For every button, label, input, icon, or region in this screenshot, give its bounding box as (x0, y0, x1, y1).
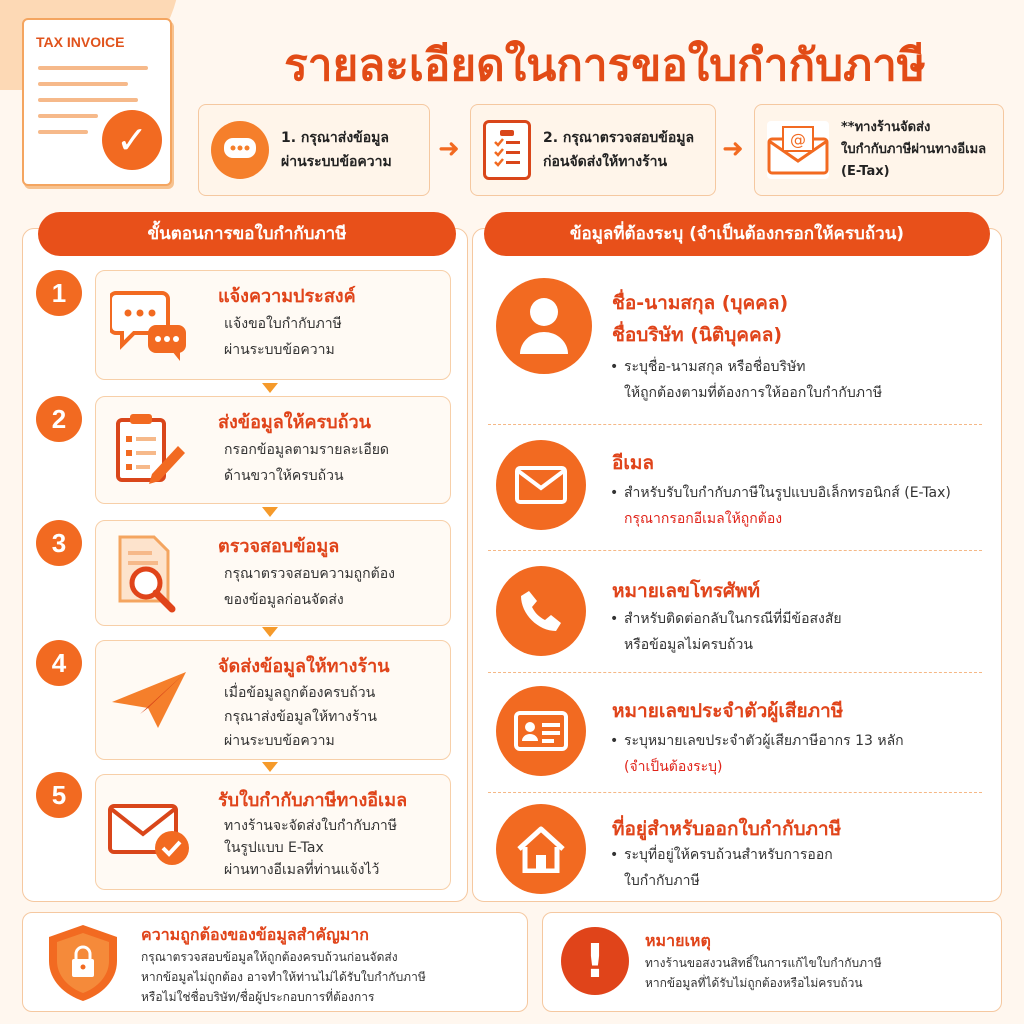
phone-icon (496, 566, 586, 656)
flow-step-2 (470, 104, 716, 196)
divider (488, 550, 982, 551)
accuracy-note-title: ความถูกต้องของข้อมูลสำคัญมาก (141, 925, 369, 944)
step-card-4 (95, 640, 451, 760)
info-phone (488, 560, 988, 670)
remark-title: หมายเหตุ (645, 931, 711, 950)
step-4-desc: เมื่อข้อมูลถูกต้องครบถ้วน กรุณาส่งข้อมูลให้ทางร้าน ผ่านระบบข้อความ (224, 685, 377, 749)
step-5-title: รับใบกำกับภาษีทางอีเมล (218, 790, 408, 811)
divider (488, 672, 982, 673)
chat-bubbles-icon (108, 283, 192, 367)
divider (488, 424, 982, 425)
info-tax-id-desc: • ระบุหมายเลขประจำตัวผู้เสียภาษีอากร 13 หลัก (จำเป็นต้องระบุ) (610, 733, 904, 775)
step-card-2 (95, 396, 451, 504)
checkmark-icon: ✓ (102, 110, 162, 170)
flow-step-2-text: 2. กรุณาตรวจสอบข้อมูล ก่อนจัดส่งให้ทางร้าน (543, 130, 695, 170)
remark-text: ทางร้านขอสงวนสิทธิ์ในการแก้ไขใบกำกับภาษี หากข้อมูลที่ได้รับไม่ถูกต้องหรือไม่ครบถ้วน (645, 956, 882, 990)
arrow-down-icon (262, 383, 278, 393)
flow-step-3 (754, 104, 1004, 196)
house-icon (496, 804, 586, 894)
step-number-2: 2 (36, 396, 82, 442)
tax-invoice-icon (22, 18, 172, 186)
step-number-1: 1 (36, 270, 82, 316)
info-name-title: ชื่อ-นามสกุล (บุคคล) (612, 292, 789, 314)
document-magnifier-icon (108, 531, 192, 615)
clipboard-pencil-icon (108, 408, 192, 492)
step-5-desc: ทางร้านจะจัดส่งใบกำกับภาษี ในรูปแบบ E-Tax ผ่านทางอีเมลที่ท่านแจ้งไว้ (224, 818, 398, 878)
info-address (488, 800, 988, 900)
envelope-icon (496, 440, 586, 530)
step-2-desc: กรอกข้อมูลตามรายละเอียด ด้านขวาให้ครบถ้วน (224, 442, 390, 484)
info-address-desc: • ระบุที่อยู่ให้ครบถ้วนสำหรับการออก ใบกำกับภาษี (610, 847, 833, 889)
info-email-desc: • สำหรับรับใบกำกับภาษีในรูปแบบอิเล็กทรอนิกส์ (E-Tax) กรุณากรอกอีเมลให้ถูกต้อง (610, 485, 951, 527)
step-3-desc: กรุณาตรวจสอบความถูกต้อง ของข้อมูลก่อนจัดส่ง (224, 566, 395, 608)
info-name (488, 270, 988, 420)
remark-note (542, 912, 1002, 1012)
info-phone-title: หมายเลขโทรศัพท์ (612, 580, 761, 602)
info-tax-id-title: หมายเลขประจำตัวผู้เสียภาษี (612, 700, 844, 722)
step-number-5: 5 (36, 772, 82, 818)
step-number-4: 4 (36, 640, 82, 686)
person-icon (496, 278, 592, 374)
arrow-right-icon: ➜ (722, 134, 744, 164)
info-panel-heading: ข้อมูลที่ต้องระบุ (จำเป็นต้องกรอกให้ครบถ้วน) (484, 212, 990, 256)
email-icon (767, 121, 829, 179)
step-card-5 (95, 774, 451, 890)
flow-step-1-text: 1. กรุณาส่งข้อมูล ผ่านระบบข้อความ (281, 130, 392, 170)
shield-lock-icon (45, 923, 121, 1007)
arrow-right-icon: ➜ (438, 134, 460, 164)
step-number-3: 3 (36, 520, 82, 566)
info-name-desc: • ระบุชื่อ-นามสกุล หรือชื่อบริษัท ให้ถูกต้องตามที่ต้องการให้ออกใบกำกับภาษี (610, 359, 883, 401)
step-1-title: แจ้งความประสงค์ (218, 286, 356, 307)
envelope-check-icon (108, 790, 192, 874)
chat-icon (211, 121, 269, 179)
clipboard-icon (483, 120, 531, 180)
id-card-icon (496, 686, 586, 776)
step-4-title: จัดส่งข้อมูลให้ทางร้าน (218, 656, 390, 677)
paper-plane-icon (108, 658, 192, 742)
arrow-down-icon (262, 627, 278, 637)
invoice-label: TAX INVOICE (36, 34, 125, 50)
flow-step-3-text: **ทางร้านจัดส่ง ใบกำกับภาษีผ่านทางอีเมล (E-Tax) (841, 120, 987, 179)
page-title: รายละเอียดในการขอใบกำกับภาษี (284, 40, 926, 91)
info-email-title: อีเมล (612, 452, 655, 474)
step-3-title: ตรวจสอบข้อมูล (218, 536, 340, 557)
step-card-3 (95, 520, 451, 626)
step-1-desc: แจ้งขอใบกำกับภาษี ผ่านระบบข้อความ (224, 316, 342, 358)
accuracy-note (22, 912, 528, 1012)
arrow-down-icon (262, 507, 278, 517)
accuracy-note-text: กรุณาตรวจสอบข้อมูลให้ถูกต้องครบถ้วนก่อนจัดส่ง หากข้อมูลไม่ถูกต้อง อาจทำให้ท่านไม่ได้รับใบกำกับภาษี หรือไม่ใช่ชื่อบริษัท/ชื่อผู้ประกอบการที่ต้องการ (141, 950, 426, 1004)
exclamation-icon: ! (561, 927, 629, 995)
info-email (488, 434, 988, 544)
svg-text:@: @ (790, 130, 806, 149)
flow-step-1 (198, 104, 430, 196)
info-company-title: ชื่อบริษัท (นิติบุคคล) (612, 324, 783, 346)
step-card-1 (95, 270, 451, 380)
info-tax-id (488, 682, 988, 792)
divider (488, 792, 982, 793)
arrow-down-icon (262, 762, 278, 772)
info-phone-desc: • สำหรับติดต่อกลับในกรณีที่มีข้อสงสัย หรือข้อมูลไม่ครบถ้วน (610, 611, 842, 653)
info-address-title: ที่อยู่สำหรับออกใบกำกับภาษี (612, 818, 842, 840)
step-2-title: ส่งข้อมูลให้ครบถ้วน (218, 412, 371, 433)
steps-panel-heading: ขั้นตอนการขอใบกำกับภาษี (38, 212, 456, 256)
